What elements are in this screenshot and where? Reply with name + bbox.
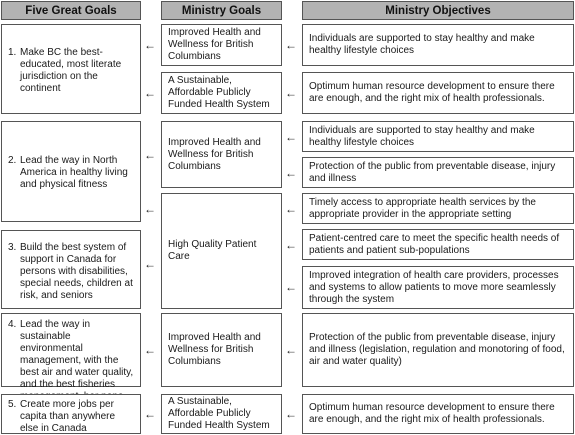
five-goal-text: Build the best system of support in Canada for persons with disabilities, special needs, children at risk, and seniors xyxy=(20,242,133,301)
five-goal-text: Lead the way in North America in healthy living and physical fitness xyxy=(20,155,128,190)
ministry-objective-1: Individuals are supported to stay healthy and make healthy lifestyle choices xyxy=(302,24,574,66)
five-goal-number: 3. xyxy=(8,242,17,253)
five-goal-5 xyxy=(1,394,141,434)
ministry-objective-8: Protection of the public from preventable disease, injury and illness (legislation, regulation and monotoring of food, air and water quality) xyxy=(302,313,574,387)
left-arrow-icon: ← xyxy=(285,166,297,180)
ministry-goal-3: Improved Health and Wellness for British Columbians xyxy=(161,121,282,188)
left-arrow-icon: ← xyxy=(144,343,156,357)
ministry-goal-4: High Quality Patient Care xyxy=(161,193,282,309)
header-ministry-goals: Ministry Goals xyxy=(161,1,282,20)
five-goal-2 xyxy=(1,121,141,222)
ministry-goal-6: A Sustainable, Affordable Publicly Funded Health System xyxy=(161,394,282,434)
five-goal-number: 4. xyxy=(8,319,17,330)
ministry-objective-9: Optimum human resource development to ensure there are enough, and the right mix of health professionals. xyxy=(302,394,574,434)
five-goal-text: Make BC the best-educated, most literate jurisdiction on the continent xyxy=(20,47,122,94)
ministry-objective-3: Individuals are supported to stay healthy and make healthy lifestyle choices xyxy=(302,121,574,152)
left-arrow-icon: ← xyxy=(144,407,156,421)
five-goal-text: Create more jobs per capita than anywhere else in Canada xyxy=(20,399,116,434)
left-arrow-icon: ← xyxy=(285,130,297,144)
five-goal-number: 2. xyxy=(8,155,17,166)
header-five-great-goals: Five Great Goals xyxy=(1,1,141,20)
ministry-goal-1: Improved Health and Wellness for British Columbians xyxy=(161,24,282,66)
left-arrow-icon: ← xyxy=(285,238,297,252)
five-goal-1 xyxy=(1,24,141,114)
ministry-objective-5: Timely access to appropriate health services by the appropriate provider in the appropriate setting xyxy=(302,193,574,224)
left-arrow-icon: ← xyxy=(144,86,156,100)
five-goal-number: 5. xyxy=(8,399,17,410)
ministry-objective-7: Improved integration of health care providers, processes and systems to allow patients to move more seamlessly through the system xyxy=(302,266,574,309)
ministry-goal-5: Improved Health and Wellness for British Columbians xyxy=(161,313,282,387)
left-arrow-icon: ← xyxy=(285,407,297,421)
left-arrow-icon: ← xyxy=(285,86,297,100)
ministry-objective-4: Protection of the public from preventable disease, injury and illness xyxy=(302,157,574,188)
left-arrow-icon: ← xyxy=(144,148,156,162)
header-ministry-objectives: Ministry Objectives xyxy=(302,1,574,20)
left-arrow-icon: ← xyxy=(285,38,297,52)
left-arrow-icon: ← xyxy=(144,38,156,52)
five-goal-4 xyxy=(1,313,141,390)
five-goal-3 xyxy=(1,230,141,309)
left-arrow-icon: ← xyxy=(285,280,297,294)
five-goal-text: Lead the way in sustainable environmental management, with the best air and water quality, and the best fisheries xyxy=(20,319,134,390)
ministry-goal-2: A Sustainable, Affordable Publicly Funded Health System xyxy=(161,72,282,114)
five-goal-number: 1. xyxy=(8,47,17,58)
ministry-objective-6: Patient-centred care to meet the specific health needs of patients and patient sub-populations xyxy=(302,229,574,260)
left-arrow-icon: ← xyxy=(144,257,156,271)
left-arrow-icon: ← xyxy=(285,343,297,357)
left-arrow-icon: ← xyxy=(144,202,156,216)
ministry-objective-2: Optimum human resource development to ensure there are enough, and the right mix of health professionals. xyxy=(302,72,574,114)
left-arrow-icon: ← xyxy=(285,202,297,216)
